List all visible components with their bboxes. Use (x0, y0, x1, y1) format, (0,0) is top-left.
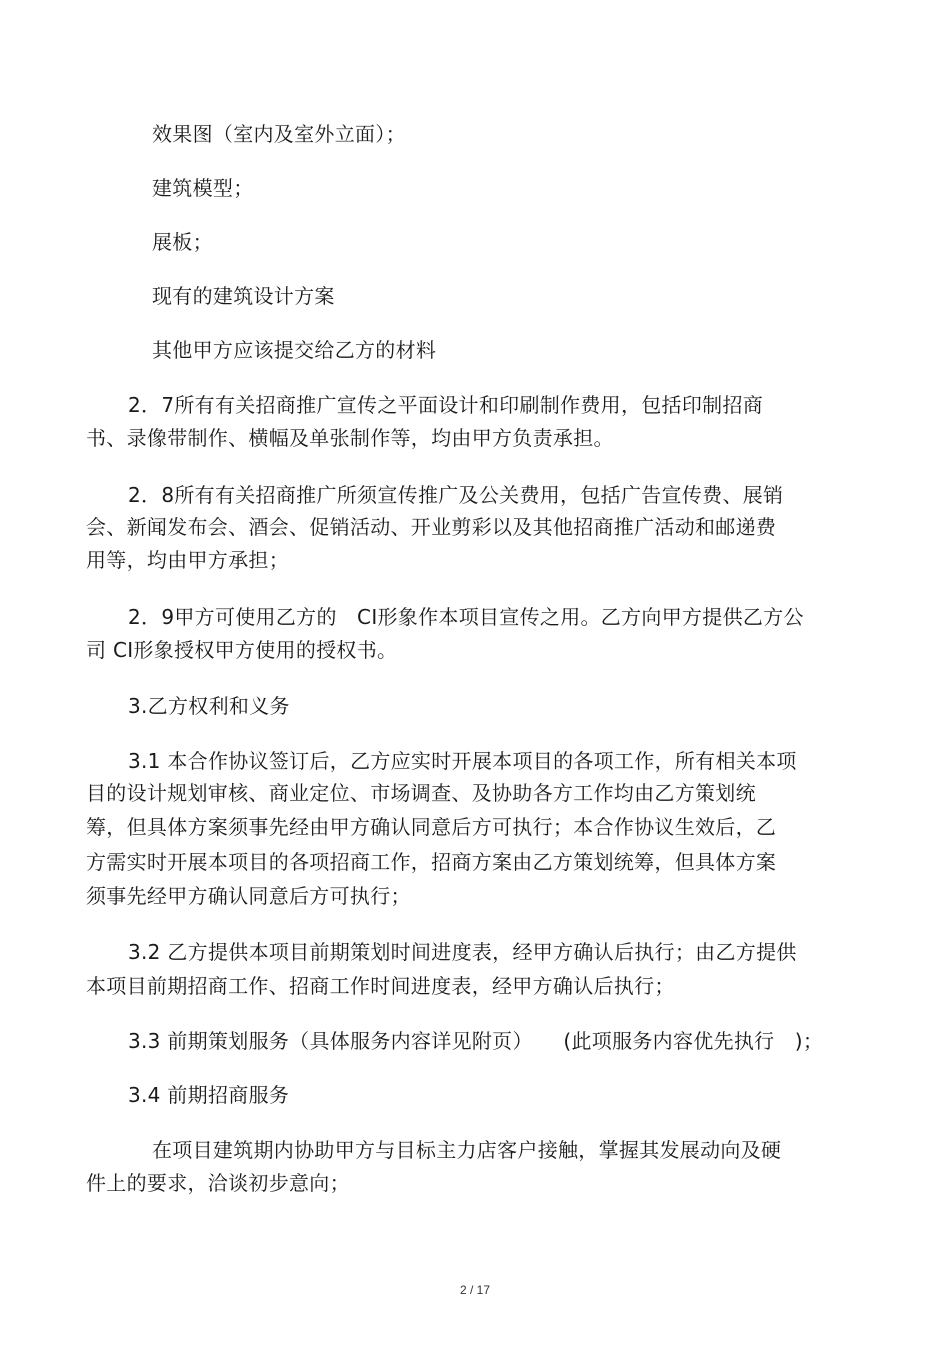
text-line: 筹，但具体方案须事先经由甲方确认同意后方可执行；本合作协议生效后，乙 (86, 815, 777, 839)
text-line: 3.2 乙方提供本项目前期策划时间进度表，经甲方确认后执行；由乙方提供 (128, 940, 797, 964)
text-line: 司 CI形象授权甲方使用的授权书。 (86, 638, 398, 662)
text-line: 建筑模型； (152, 176, 254, 200)
text-line: 3.1 本合作协议签订后，乙方应实时开展本项目的各项工作，所有相关本项 (128, 749, 797, 773)
text-line: 在项目建筑期内协助甲方与目标主力店客户接触，掌握其发展动向及硬 (152, 1138, 782, 1162)
text-line: 方需实时开展本项目的各项招商工作，招商方案由乙方策划统筹，但具体方案 (86, 850, 777, 874)
text-line: 用等，均由甲方承担； (86, 548, 289, 572)
text-line: 2．9甲方可使用乙方的 CI形象作本项目宣传之用。乙方向甲方提供乙方公 (128, 605, 804, 629)
text-line: 现有的建筑设计方案 (152, 284, 335, 308)
section-heading: 3.乙方权利和义务 (128, 694, 290, 718)
text-line: 效果图（室内及室外立面）； (152, 122, 406, 146)
page-number: 2 / 17 (459, 1283, 491, 1297)
text-line: 展板； (152, 230, 213, 254)
text-line: 会、新闻发布会、酒会、促销活动、开业剪彩以及其他招商推广活动和邮递费 (86, 515, 777, 539)
text-line: 件上的要求，洽谈初步意向； (86, 1171, 350, 1195)
text-line: 3.3 前期策划服务（具体服务内容详见附页） (此项服务内容优先执行 )； (128, 1029, 824, 1053)
text-line: 书、录像带制作、横幅及单张制作等，均由甲方负责承担。 (86, 426, 614, 450)
text-line: 2．7所有有关招商推广宣传之平面设计和印刷制作费用，包括印制招商 (128, 393, 764, 417)
text-line: 其他甲方应该提交给乙方的材料 (152, 338, 437, 362)
section-heading: 3.4 前期招商服务 (128, 1083, 290, 1107)
text-line: 目的设计规划审核、商业定位、市场调查、及协助各方工作均由乙方策划统 (86, 781, 756, 805)
text-line: 本项目前期招商工作、招商工作时间进度表，经甲方确认后执行； (86, 974, 675, 998)
text-line: 2．8所有有关招商推广所须宣传推广及公关费用，包括广告宣传费、展销 (128, 483, 784, 507)
text-line: 须事先经甲方确认同意后方可执行； (86, 884, 411, 908)
